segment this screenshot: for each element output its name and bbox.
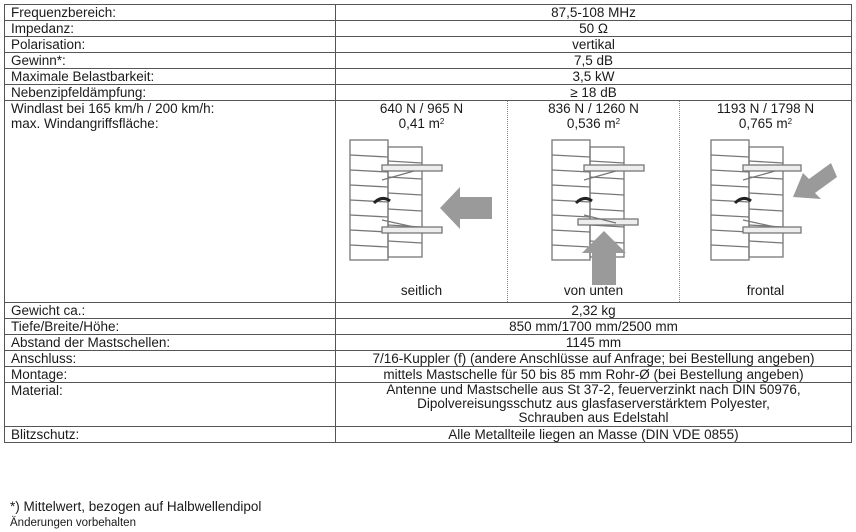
spec-label: Frequenzbereich:	[5, 5, 336, 21]
spec-label: Gewinn*:	[5, 53, 336, 69]
material-line3: Schrauben aus Edelstahl	[518, 410, 669, 425]
spec-label: Nebenzipfeldämpfung:	[5, 85, 336, 101]
table-row	[5, 351, 852, 367]
table-row	[5, 21, 852, 37]
wind-direction: von unten	[563, 283, 624, 298]
wind-direction: frontal	[746, 283, 785, 298]
wind-area	[399, 116, 445, 131]
spec-value: vertikal	[336, 37, 852, 53]
spec-value: Alle Metallteile liegen an Masse (DIN VDE 0855)	[336, 427, 852, 443]
spec-label: Blitzschutz:	[5, 427, 336, 443]
spec-label: Material:	[5, 383, 336, 427]
wind-direction: seitlich	[400, 283, 443, 298]
table-row	[5, 5, 852, 21]
wind-label	[5, 101, 336, 303]
table-row	[5, 319, 852, 335]
spec-value: 7,5 dB	[336, 53, 852, 69]
table-row	[5, 303, 852, 319]
antenna-front-wind-diagram	[691, 135, 841, 265]
wind-values	[336, 101, 852, 303]
wind-column-below	[507, 101, 679, 302]
wind-label-line2: max. Windangriffsfläche:	[11, 116, 159, 131]
antenna-icon	[350, 140, 442, 260]
table-row	[5, 427, 852, 443]
spec-label: Gewicht ca.:	[5, 303, 336, 319]
spec-value: 2,32 kg	[336, 303, 852, 319]
wind-area-unit-sup: 2	[787, 117, 793, 126]
wind-area	[567, 116, 620, 131]
table-row	[5, 37, 852, 53]
spec-value: 850 mm/1700 mm/2500 mm	[336, 319, 852, 335]
wind-arrow-icon	[440, 187, 492, 229]
table-row	[5, 367, 852, 383]
wind-area-value: 0,536 m	[566, 116, 616, 131]
spec-table	[4, 4, 852, 443]
spec-label: Maximale Belastbarkeit:	[5, 69, 336, 85]
table-row	[5, 69, 852, 85]
footnote: *) Mittelwert, bezogen auf Halbwellendipol	[10, 499, 262, 514]
wind-force: 836 N / 1260 N	[548, 101, 639, 116]
antenna-side-wind-diagram	[342, 135, 502, 265]
spec-label: Abstand der Mastschellen:	[5, 335, 336, 351]
spec-label: Polarisation:	[5, 37, 336, 53]
table-row	[5, 85, 852, 101]
spec-label: Impedanz:	[5, 21, 336, 37]
wind-force: 1193 N / 1798 N	[716, 101, 815, 116]
material-line2: Dipolvereisungsschutz aus glasfaserverstärktem Polyester,	[417, 396, 770, 411]
spec-value: ≥ 18 dB	[336, 85, 852, 101]
wind-label-line1: Windlast bei 165 km/h / 200 km/h:	[11, 101, 215, 116]
wind-arrow-icon	[582, 231, 626, 285]
wind-area-value: 0,41 m	[398, 116, 440, 131]
material-line1: Antenne und Mastschelle aus St 37-2, feuerverzinkt nach DIN 50976,	[386, 382, 801, 397]
material-row	[5, 383, 852, 427]
spec-value	[336, 383, 852, 427]
disclaimer: Änderungen vorbehalten	[10, 517, 136, 529]
spec-value: 87,5-108 MHz	[336, 5, 852, 21]
antenna-icon	[711, 140, 801, 260]
spec-value: 3,5 kW	[336, 69, 852, 85]
wind-load-row	[5, 101, 852, 303]
spec-label: Anschluss:	[5, 351, 336, 367]
wind-area-unit-sup: 2	[439, 117, 445, 126]
spec-label: Tiefe/Breite/Höhe:	[5, 319, 336, 335]
wind-force: 640 N / 965 N	[379, 101, 464, 116]
wind-column-side	[336, 101, 507, 302]
spec-value: 7/16-Kuppler (f) (andere Anschlüsse auf Anfrage; bei Bestellung angeben)	[336, 351, 852, 367]
antenna-below-wind-diagram	[534, 135, 654, 285]
spec-value: mittels Mastschelle für 50 bis 85 mm Rohr-Ø (bei Bestellung angeben)	[336, 367, 852, 383]
table-row	[5, 335, 852, 351]
table-row	[5, 53, 852, 69]
spec-value: 50 Ω	[336, 21, 852, 37]
spec-label: Montage:	[5, 367, 336, 383]
wind-area	[739, 116, 792, 131]
wind-area-value: 0,765 m	[738, 116, 788, 131]
wind-column-front	[679, 101, 851, 302]
spec-value: 1145 mm	[336, 335, 852, 351]
wind-area-unit-sup: 2	[615, 117, 621, 126]
